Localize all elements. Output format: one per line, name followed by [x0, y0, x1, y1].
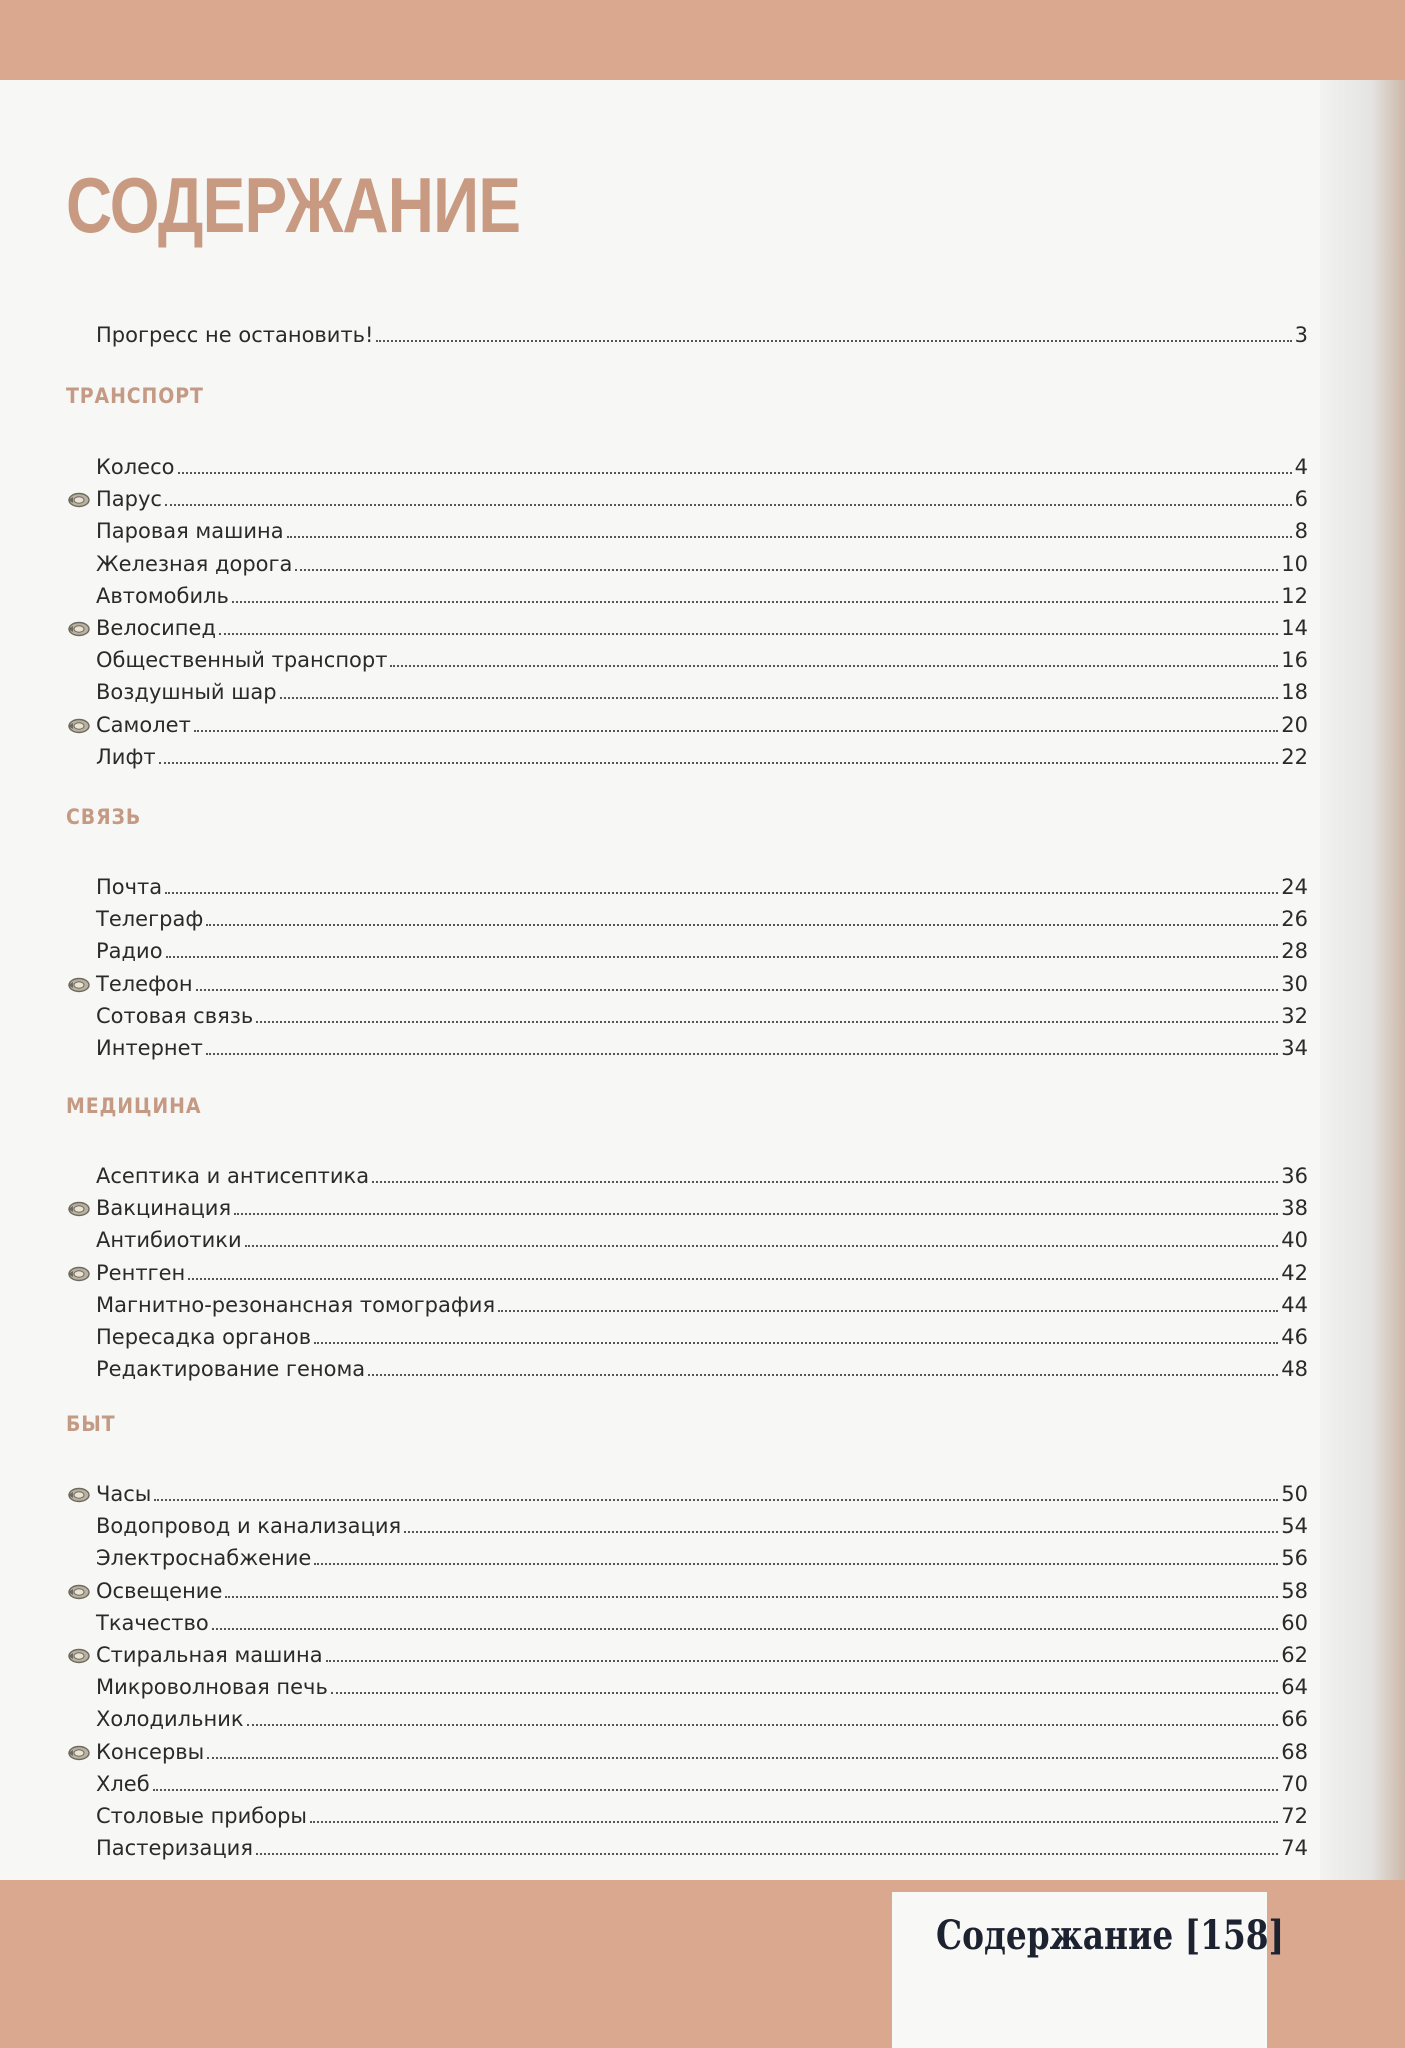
toc-entry-page: 28: [1281, 939, 1308, 963]
toc-entry[interactable]: [96, 1155, 1308, 1187]
toc-entry-page: 64: [1281, 1675, 1308, 1699]
toc-entry-page: 42: [1281, 1261, 1308, 1285]
toc-entry-page: 54: [1281, 1514, 1308, 1538]
dot-leader: [154, 1499, 1278, 1501]
footer-label: Содержание [158]: [936, 1912, 1285, 1959]
dot-leader: [498, 1310, 1278, 1312]
toc-entry-page: 30: [1281, 972, 1308, 996]
toc-entry-page: 68: [1281, 1740, 1308, 1764]
toc-entry-intro[interactable]: [96, 314, 1308, 346]
section-heading-household: БЫТ: [66, 1412, 116, 1436]
toc-entry-label: Микроволновая печь: [96, 1675, 328, 1699]
toc-entry-label: Железная дорога: [96, 552, 293, 576]
toc-entry[interactable]: [96, 1219, 1308, 1251]
toc-entry-page: 16: [1281, 648, 1308, 672]
toc-entry-label: Электроснабжение: [96, 1546, 312, 1570]
toc-entry-label: Антибиотики: [96, 1228, 242, 1252]
section-heading-medicine: МЕДИЦИНА: [66, 1094, 202, 1118]
toc-entry[interactable]: [96, 1348, 1308, 1380]
dot-leader: [206, 1053, 1278, 1055]
toc-entry-page: 44: [1281, 1293, 1308, 1317]
toc-entry-label: Вакцинация: [96, 1196, 232, 1220]
toc-entry-label: Велосипед: [96, 616, 216, 640]
toc-entry[interactable]: [96, 1666, 1308, 1698]
toc-entry-label: Ткачество: [96, 1611, 209, 1635]
toc-entry-label: Стиральная машина: [96, 1643, 323, 1667]
dot-leader: [159, 762, 1279, 764]
disc-marker-icon: [66, 1486, 90, 1503]
toc-entry[interactable]: [96, 1187, 1308, 1219]
toc-entry-label: Радио: [96, 939, 163, 963]
toc-entry[interactable]: [96, 1252, 1308, 1284]
toc-entry[interactable]: [96, 1795, 1308, 1827]
toc-entry[interactable]: [96, 866, 1308, 898]
toc-entry-page: 3: [1294, 323, 1308, 347]
toc-entry-label: Столовые приборы: [96, 1804, 307, 1828]
disc-marker-icon: [66, 717, 90, 734]
toc-entry[interactable]: [96, 736, 1308, 768]
toc-entry-page: 66: [1281, 1707, 1308, 1731]
toc-entry[interactable]: [96, 1634, 1308, 1666]
dot-leader: [153, 1789, 1279, 1791]
toc-entry-page: 8: [1294, 519, 1308, 543]
toc-entry-label: Пастеризация: [96, 1836, 253, 1860]
dot-leader: [178, 472, 1292, 474]
toc-entry-label: Общественный транспорт: [96, 648, 388, 672]
dot-leader: [295, 569, 1278, 571]
toc-entry-page: 46: [1281, 1325, 1308, 1349]
toc-entry-page: 6: [1294, 487, 1308, 511]
dot-leader: [256, 1853, 1278, 1855]
dot-leader: [232, 601, 1278, 603]
toc-entry[interactable]: [96, 1763, 1308, 1795]
dot-leader: [234, 1213, 1278, 1215]
toc-entry-page: 50: [1281, 1482, 1308, 1506]
toc-entry-label: Самолет: [96, 713, 191, 737]
toc-entry-label: Холодильник: [96, 1707, 244, 1731]
dot-leader: [207, 1757, 1278, 1759]
dot-leader: [404, 1531, 1278, 1533]
toc-entry-page: 4: [1294, 455, 1308, 479]
toc-entry-label: Асептика и антисептика: [96, 1164, 370, 1188]
toc-entry[interactable]: [96, 607, 1308, 639]
toc-entry[interactable]: [96, 1505, 1308, 1537]
toc-entry-page: 56: [1281, 1546, 1308, 1570]
toc-entry-label: Парус: [96, 487, 162, 511]
dot-leader: [212, 1628, 1279, 1630]
dot-leader: [314, 1342, 1278, 1344]
disc-marker-icon: [66, 1583, 90, 1600]
disc-marker-icon: [66, 620, 90, 637]
page-edge-shadow: [1320, 80, 1405, 1880]
toc-entry-page: 18: [1281, 680, 1308, 704]
toc-entry-page: 74: [1281, 1836, 1308, 1860]
toc-entry-label: Хлеб: [96, 1772, 150, 1796]
toc-entry[interactable]: [96, 1284, 1308, 1316]
toc-entry[interactable]: [96, 671, 1308, 703]
toc-entry-label: Лифт: [96, 745, 156, 769]
toc-entry-label: Интернет: [96, 1036, 203, 1060]
toc-entry[interactable]: [96, 963, 1308, 995]
section-heading-communication: СВЯЗЬ: [66, 805, 142, 829]
page-title: СОДЕРЖАНИЕ: [66, 161, 521, 249]
dot-leader: [331, 1692, 1278, 1694]
toc-entry-page: 12: [1281, 584, 1308, 608]
dot-leader: [165, 892, 1278, 894]
dot-leader: [206, 924, 1278, 926]
toc-entry-label: Редактирование генома: [96, 1357, 366, 1381]
toc-entry-page: 22: [1281, 745, 1308, 769]
toc-entry-page: 24: [1281, 875, 1308, 899]
dot-leader: [166, 956, 1279, 958]
toc-entry[interactable]: [96, 1570, 1308, 1602]
toc-entry[interactable]: [96, 446, 1308, 478]
disc-marker-icon: [66, 1200, 90, 1217]
dot-leader: [390, 665, 1278, 667]
dot-leader: [368, 1374, 1278, 1376]
toc-entry-page: 72: [1281, 1804, 1308, 1828]
dot-leader: [245, 1245, 1279, 1247]
toc-entry[interactable]: [96, 1473, 1308, 1505]
toc-entry-label: Телеграф: [96, 907, 204, 931]
toc-entry-page: 58: [1281, 1579, 1308, 1603]
disc-marker-icon: [66, 976, 90, 993]
toc-entry-label: Почта: [96, 875, 163, 899]
dot-leader: [376, 340, 1291, 342]
toc-entry-label: Водопровод и канализация: [96, 1514, 402, 1538]
toc-entry-label: Магнитно-резонансная томография: [96, 1293, 496, 1317]
toc-entry[interactable]: [96, 930, 1308, 962]
disc-marker-icon: [66, 1744, 90, 1761]
dot-leader: [280, 697, 1279, 699]
toc-entry-page: 62: [1281, 1643, 1308, 1667]
toc-entry[interactable]: [96, 995, 1308, 1027]
dot-leader: [196, 989, 1279, 991]
dot-leader: [287, 536, 1292, 538]
dot-leader: [314, 1563, 1278, 1565]
toc-entry-page: 40: [1281, 1228, 1308, 1252]
section-heading-transport: ТРАНСПОРТ: [66, 384, 204, 408]
dot-leader: [165, 504, 1292, 506]
toc-entry-page: 26: [1281, 907, 1308, 931]
toc-entry[interactable]: [96, 478, 1308, 510]
dot-leader: [326, 1660, 1279, 1662]
toc-entry-label: Сотовая связь: [96, 1004, 254, 1028]
toc-entry[interactable]: [96, 898, 1308, 930]
dot-leader: [188, 1278, 1278, 1280]
disc-marker-icon: [66, 491, 90, 508]
toc-entry[interactable]: [96, 1537, 1308, 1569]
dot-leader: [219, 633, 1278, 635]
toc-entry-label: Автомобиль: [96, 584, 229, 608]
toc-entry-label: Пересадка органов: [96, 1325, 312, 1349]
toc-entry-page: 10: [1281, 552, 1308, 576]
toc-entry[interactable]: [96, 639, 1308, 671]
dot-leader: [310, 1821, 1278, 1823]
toc-entry-page: 48: [1281, 1357, 1308, 1381]
toc-entry[interactable]: [96, 1827, 1308, 1859]
toc-entry-label: Воздушный шар: [96, 680, 277, 704]
toc-entry-page: 34: [1281, 1036, 1308, 1060]
toc-entry[interactable]: [96, 1316, 1308, 1348]
toc-entry-label: Консервы: [96, 1740, 205, 1764]
toc-entry-page: 70: [1281, 1772, 1308, 1796]
toc-entry-page: 60: [1281, 1611, 1308, 1635]
toc-entry-label: Часы: [96, 1482, 152, 1506]
toc-entry-page: 38: [1281, 1196, 1308, 1220]
toc-entry-label: Рентген: [96, 1261, 186, 1285]
toc-entry-label: Освещение: [96, 1579, 223, 1603]
dot-leader: [256, 1021, 1278, 1023]
toc-entry[interactable]: [96, 704, 1308, 736]
disc-marker-icon: [66, 1265, 90, 1282]
toc-entry-page: 14: [1281, 616, 1308, 640]
toc-entry-page: 32: [1281, 1004, 1308, 1028]
toc-entry-label: Колесо: [96, 455, 175, 479]
toc-entry[interactable]: [96, 1731, 1308, 1763]
toc-entry[interactable]: [96, 510, 1308, 542]
dot-leader: [247, 1724, 1279, 1726]
dot-leader: [225, 1596, 1278, 1598]
toc-entry-label: Паровая машина: [96, 519, 284, 543]
toc-entry-label: Прогресс не остановить!: [96, 323, 374, 347]
toc-entry[interactable]: [96, 575, 1308, 607]
dot-leader: [194, 730, 1278, 732]
toc-entry[interactable]: [96, 1027, 1308, 1059]
toc-entry-page: 20: [1281, 713, 1308, 737]
toc-entry[interactable]: [96, 543, 1308, 575]
disc-marker-icon: [66, 1647, 90, 1664]
toc-entry[interactable]: [96, 1602, 1308, 1634]
toc-entry[interactable]: [96, 1698, 1308, 1730]
dot-leader: [372, 1181, 1278, 1183]
toc-entry-page: 36: [1281, 1164, 1308, 1188]
toc-entry-label: Телефон: [96, 972, 193, 996]
